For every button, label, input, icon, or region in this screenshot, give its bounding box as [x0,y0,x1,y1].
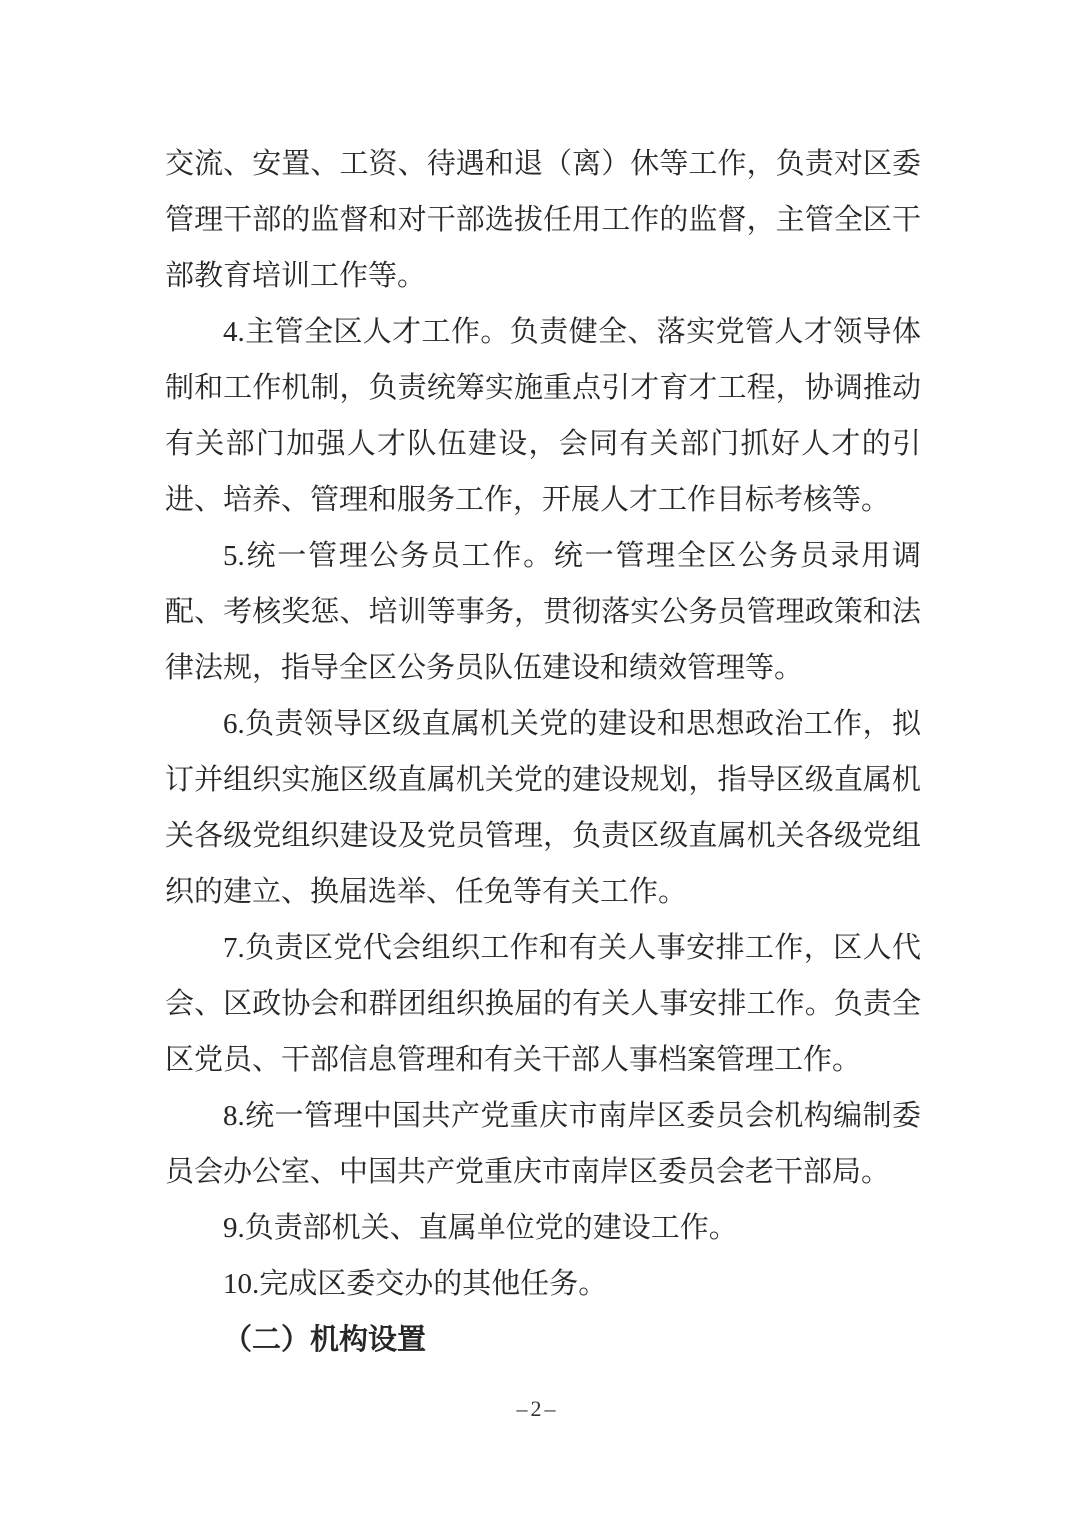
paragraph-item-4: 4.主管全区人才工作。负责健全、落实党管人才领导体制和工作机制，负责统筹实施重点引才育才工程，协调推动有关部门加强人才队伍建设，会同有关部门抓好人才的引进、培养、管理和服务工作，开展人才工作目标考核等。 [165,316,921,516]
section-heading: （二）机构设置 [223,1324,427,1356]
paragraph-item-10: 10.完成区委交办的其他任务。 [223,1268,608,1300]
paragraph-item-5: 5.统一管理公务员工作。统一管理全区公务员录用调配、考核奖惩、培训等事务，贯彻落实公务员管理政策和法律法规，指导全区公务员队伍建设和绩效管理等。 [165,540,921,684]
paragraph-item-6: 6.负责领导区级直属机关党的建设和思想政治工作，拟订并组织实施区级直属机关党的建设规划，指导区级直属机关各级党组织建设及党员管理，负责区级直属机关各级党组织的建立、换届选举、任免等有关工作。 [165,708,921,908]
paragraph-continuation: 交流、安置、工资、待遇和退（离）休等工作，负责对区委管理干部的监督和对干部选拔任用工作的监督，主管全区干部教育培训工作等。 [165,148,921,292]
paragraph-item-9: 9.负责部机关、直属单位党的建设工作。 [223,1212,738,1244]
page-footer [0,1396,1075,1422]
paragraph-item-8: 8.统一管理中国共产党重庆市南岸区委员会机构编制委员会办公室、中国共产党重庆市南岸区委员会老干部局。 [165,1100,921,1188]
document-body [165,136,921,1368]
page-number: –2– [516,1396,559,1421]
paragraph-item-7: 7.负责区党代会组织工作和有关人事安排工作，区人代会、区政协会和群团组织换届的有关人事安排工作。负责全区党员、干部信息管理和有关干部人事档案管理工作。 [165,932,921,1076]
